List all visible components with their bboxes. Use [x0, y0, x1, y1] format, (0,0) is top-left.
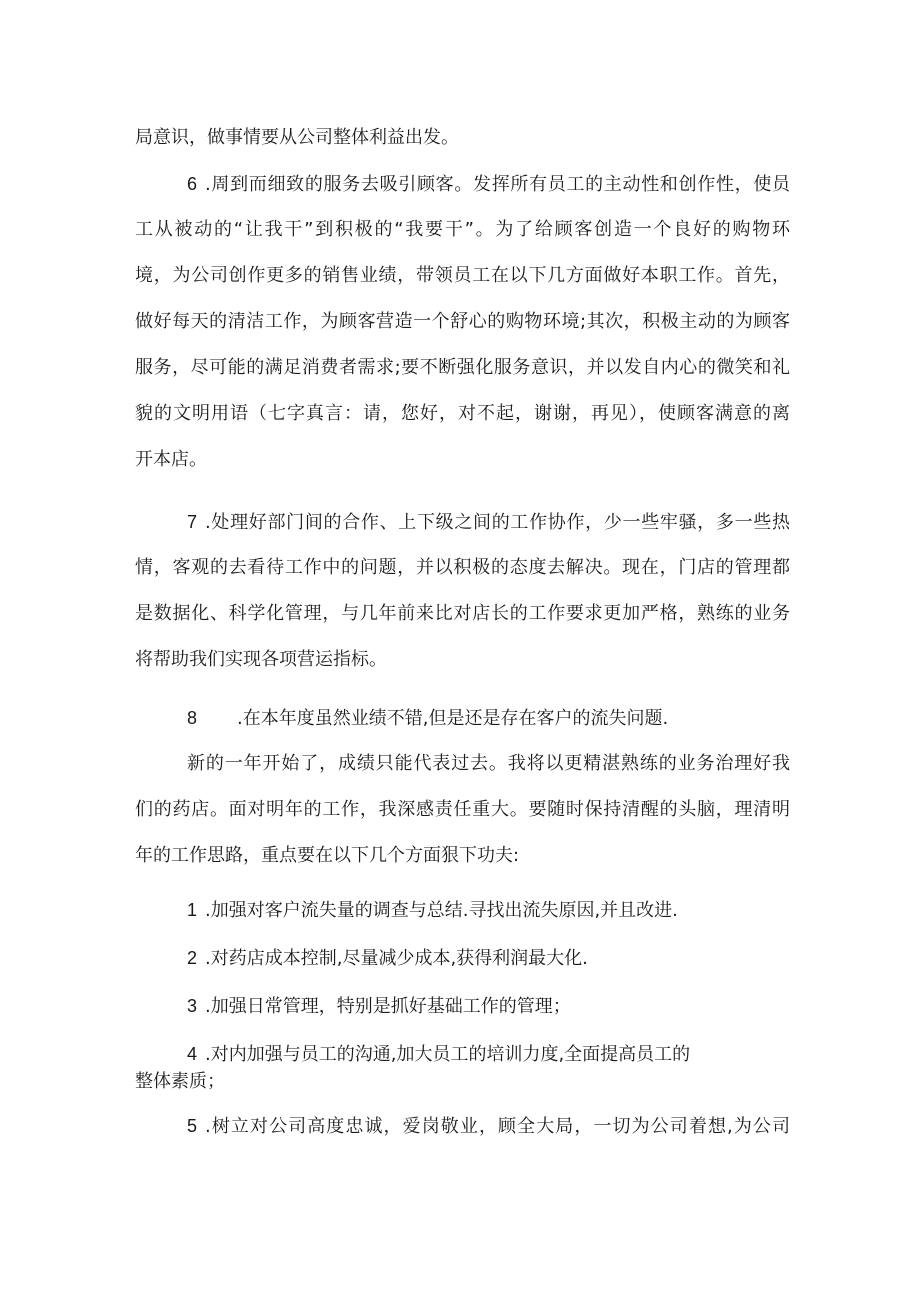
list-item-7-line-1: 7 .处理好部门间的合作、上下级之间的工作协作，少一些牢骚，多一些热 [187, 512, 790, 533]
list-number: 4 [187, 1044, 198, 1064]
list-item-8: 8 .在本年度虽然业绩不错,但是还是存在客户的流失问题. [187, 708, 669, 729]
paragraph-line: 将帮助我们实现各项营运指标。 [135, 649, 387, 670]
list-item-3: 3 .加强日常管理，特别是抓好基础工作的管理； [187, 996, 571, 1017]
list-item-2: 2 .对药店成本控制,尽量减少成本,获得利润最大化. [187, 948, 588, 969]
paragraph-line: 局意识，做事情要从公司整体利益出发。 [135, 127, 459, 148]
paragraph-line: 年的工作思路，重点要在以下几个方面狠下功夫: [135, 845, 520, 866]
paragraph-line: 开本店。 [135, 449, 207, 470]
list-number: 8 [187, 708, 198, 728]
list-item-6-line-1: 6 .周到而细致的服务去吸引顾客。发挥所有员工的主动性和创作性，使员 [187, 174, 790, 195]
paragraph-line: 工从被动的“让我干”到积极的“我要干”。为了给顾客创造一个良好的购物环 [135, 219, 790, 240]
paragraph-line: 是数据化、科学化管理，与几年前来比对店长的工作要求更加严格，熟练的业务 [135, 603, 790, 624]
list-item-4-line-1: 4 .对内加强与员工的沟通,加大员工的培训力度,全面提高员工的 [187, 1044, 691, 1065]
list-number: 7 [187, 512, 198, 532]
paragraph-line: 貌的文明用语（七字真言：请，您好，对不起，谢谢，再见），使顾客满意的离 [135, 403, 790, 424]
paragraph-line: 做好每天的清洁工作，为顾客营造一个舒心的购物环境;其次，积极主动的为顾客 [135, 311, 790, 332]
list-number: 1 [187, 900, 198, 920]
list-item-5-line-1: 5 .树立对公司高度忠诚，爱岗敬业，顾全大局，一切为公司着想,为公司 [187, 1116, 790, 1137]
list-number: 3 [187, 996, 198, 1016]
list-number: 5 [187, 1116, 198, 1136]
list-item-1: 1 .加强对客户流失量的调查与总结.寻找出流失原因,并且改进. [187, 900, 678, 921]
paragraph-line: 服务，尽可能的满足消费者需求;要不断强化服务意识，并以发自内心的微笑和礼 [135, 357, 790, 378]
list-number: 2 [187, 948, 198, 968]
list-number: 6 [187, 174, 198, 194]
paragraph-line: 整体素质； [135, 1071, 225, 1092]
paragraph-line: 们的药店。面对明年的工作，我深感责任重大。要随时保持清醒的头脑，理清明 [135, 799, 790, 820]
paragraph-line: 情，客观的去看待工作中的问题，并以积极的态度去解决。现在，门店的管理都 [135, 557, 790, 578]
paragraph-line: 境，为公司创作更多的销售业绩，带领员工在以下几方面做好本职工作。首先， [135, 265, 790, 286]
paragraph-line: 新的一年开始了，成绩只能代表过去。我将以更精湛熟练的业务治理好我 [187, 753, 790, 774]
